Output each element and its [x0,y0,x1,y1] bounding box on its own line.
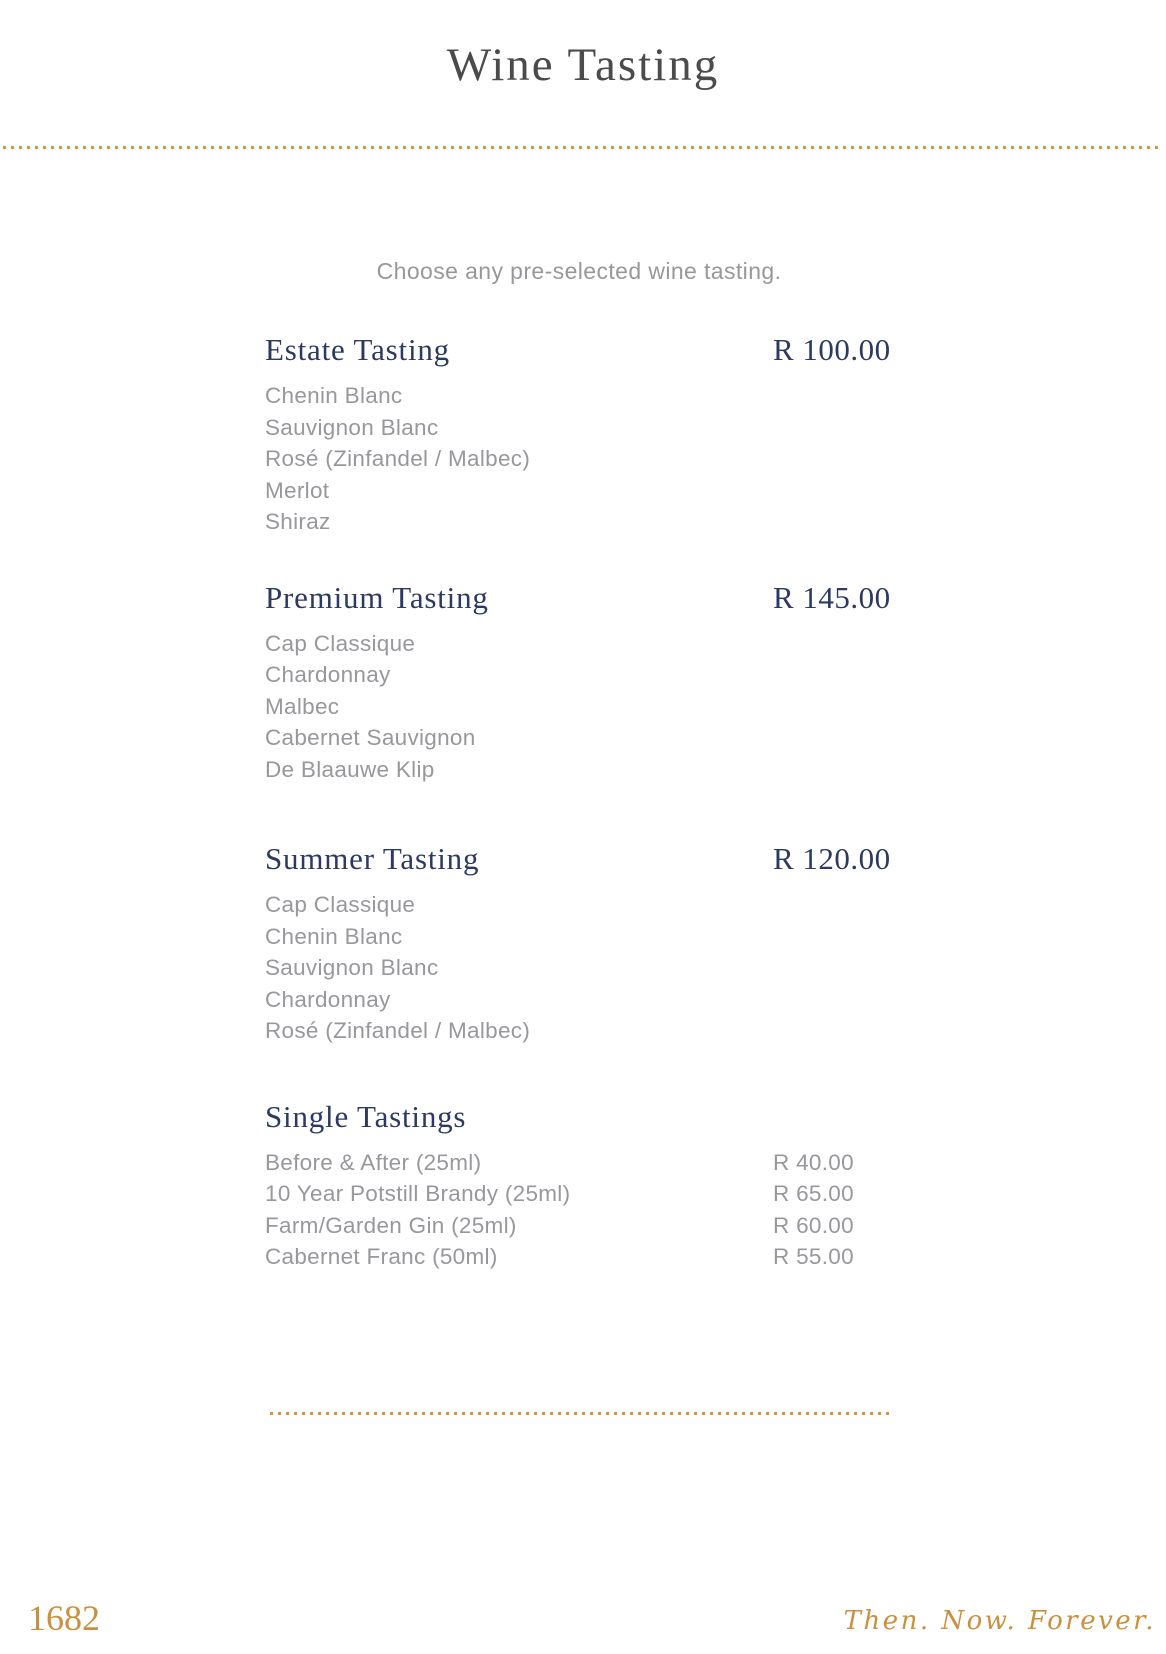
section-items [265,380,893,538]
item-label: Malbec [265,693,340,719]
page-title: Wine Tasting [446,39,720,91]
menu-item [265,921,893,953]
item-label: Sauvignon Blanc [265,955,439,980]
item-price: R 55.00 [773,1244,854,1269]
intro-text: Choose any pre-selected wine tasting. [376,258,782,284]
item-price: R 65.00 [773,1181,854,1206]
section-items [265,889,893,1047]
menu-item [265,1178,893,1210]
menu-item [265,889,893,921]
menu-item [265,722,893,754]
item-label: Chardonnay [265,662,391,687]
item-label: Cap Classique [265,630,416,656]
section-head [265,837,893,881]
section-price: R 120.00 [773,841,891,876]
item-label: Before & After (25ml) [265,1149,482,1175]
menu-item [265,691,893,723]
tasting-section [265,1095,893,1273]
menu-item [265,952,893,984]
section-head [265,1095,893,1139]
item-label: Shiraz [265,509,331,534]
section-head [265,328,893,372]
menu-item [265,412,893,444]
tasting-section [265,837,893,1047]
section-title: Estate Tasting [265,332,450,367]
menu-item [265,628,893,660]
item-label: Chardonnay [265,986,391,1012]
section-price: R 145.00 [773,579,891,615]
menu-item [265,475,893,507]
item-label: Cabernet Franc (50ml) [265,1244,498,1269]
item-label: Farm/Garden Gin (25ml) [265,1212,517,1238]
menu-item [265,1015,893,1047]
tasting-section [265,576,893,786]
item-label: Chenin Blanc [265,923,403,949]
item-label: Rosé (Zinfandel / Malbec) [265,1018,531,1043]
item-label: Merlot [265,477,330,503]
footer-year: 1682 [28,1598,100,1638]
menu-item [265,1147,893,1179]
section-title: Premium Tasting [265,579,489,615]
menu-sections [265,328,893,1273]
menu-item [265,659,893,691]
section-items [265,1147,893,1273]
section-head [265,576,893,620]
section-title: Single Tastings [265,1098,467,1134]
item-label: Rosé (Zinfandel / Malbec) [265,446,531,471]
menu-item [265,506,893,538]
menu-item [265,443,893,475]
menu-content [265,148,893,1273]
item-label: De Blaauwe Klip [265,756,435,782]
item-label: 10 Year Potstill Brandy (25ml) [265,1181,571,1206]
bottom-dotted-divider [270,1412,890,1415]
item-price: R 40.00 [773,1149,854,1175]
item-label: Sauvignon Blanc [265,414,439,440]
item-label: Cap Classique [265,892,416,917]
menu-item [265,1241,893,1273]
section-price: R 100.00 [773,332,891,367]
menu-item [265,380,893,412]
item-price: R 60.00 [773,1212,854,1238]
section-items [265,628,893,786]
item-label: Chenin Blanc [265,383,403,408]
tasting-section [265,328,893,538]
menu-item [265,1210,893,1242]
menu-item [265,754,893,786]
item-label: Cabernet Sauvignon [265,725,476,750]
footer-tagline: Then. Now. Forever. [843,1606,1156,1636]
menu-item [265,984,893,1016]
section-title: Summer Tasting [265,841,480,876]
